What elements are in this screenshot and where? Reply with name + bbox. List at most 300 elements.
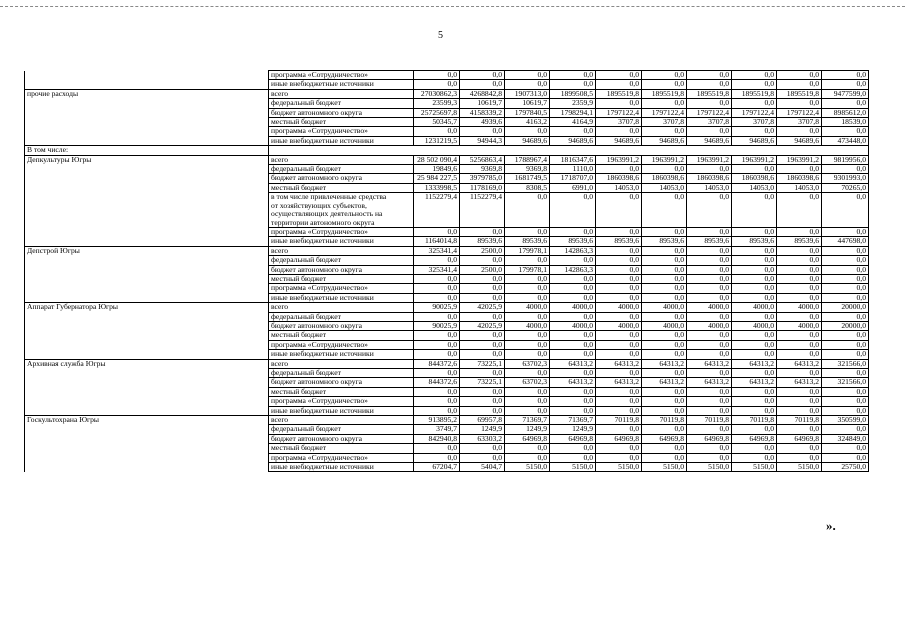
value-cell: 0,0 <box>822 331 869 340</box>
value-cell: 94689,6 <box>777 136 822 145</box>
value-cell: 1110,0 <box>550 165 596 174</box>
table-row <box>25 416 869 425</box>
funding-source-cell: программа «Сотрудничество» <box>269 397 414 406</box>
value-cell: 0,0 <box>732 193 777 228</box>
program-name-cell <box>25 434 269 443</box>
funding-source-cell: бюджет автономного округа <box>269 434 414 443</box>
value-cell: 1797122,4 <box>687 108 732 117</box>
value-cell: 0,0 <box>505 453 550 462</box>
value-cell: 25750,0 <box>822 463 869 472</box>
funding-source-cell: иные внебюджетные источники <box>269 80 414 89</box>
value-cell: 70265,0 <box>822 183 869 192</box>
table-row <box>25 340 869 349</box>
value-cell: 89539,6 <box>460 237 505 246</box>
value-cell: 0,0 <box>642 369 687 378</box>
value-cell: 4000,0 <box>777 303 822 312</box>
table-row <box>25 284 869 293</box>
table-row <box>25 397 869 406</box>
value-cell: 0,0 <box>550 127 596 136</box>
program-name-cell <box>25 99 269 108</box>
value-cell: 842940,8 <box>414 434 460 443</box>
value-cell: 64313,2 <box>596 378 642 387</box>
value-cell: 89539,6 <box>642 237 687 246</box>
value-cell: 0,0 <box>687 293 732 302</box>
value-cell: 0,0 <box>596 406 642 415</box>
value-cell: 0,0 <box>777 293 822 302</box>
value-cell: 89539,6 <box>550 237 596 246</box>
funding-source-cell: бюджет автономного округа <box>269 174 414 183</box>
value-cell: 63702,3 <box>505 378 550 387</box>
value-cell: 0,0 <box>550 340 596 349</box>
value-cell: 89539,6 <box>732 237 777 246</box>
value-cell: 0,0 <box>460 340 505 349</box>
value-cell: 1860398,6 <box>687 174 732 183</box>
funding-source-cell: федеральный бюджет <box>269 425 414 434</box>
value-cell: 0,0 <box>687 425 732 434</box>
value-cell: 4000,0 <box>550 303 596 312</box>
value-cell: 0,0 <box>777 227 822 236</box>
value-cell: 1963991,2 <box>687 155 732 164</box>
funding-source-cell: всего <box>269 246 414 255</box>
value-cell: 0,0 <box>414 350 460 359</box>
value-cell: 0,0 <box>777 274 822 283</box>
program-name-cell: Аппарат Губернатора Югры <box>25 303 269 312</box>
program-name-cell <box>25 453 269 462</box>
value-cell: 0,0 <box>642 406 687 415</box>
value-cell: 0,0 <box>822 284 869 293</box>
value-cell: 0,0 <box>732 165 777 174</box>
value-cell: 0,0 <box>777 80 822 89</box>
value-cell: 10619,7 <box>505 99 550 108</box>
value-cell: 0,0 <box>596 340 642 349</box>
value-cell: 0,0 <box>777 331 822 340</box>
funding-source-cell: иные внебюджетные источники <box>269 136 414 145</box>
value-cell: 1797122,4 <box>596 108 642 117</box>
funding-source-cell: программа «Сотрудничество» <box>269 227 414 236</box>
value-cell: 0,0 <box>414 274 460 283</box>
value-cell: 5404,7 <box>460 463 505 472</box>
value-cell: 0,0 <box>687 397 732 406</box>
value-cell: 0,0 <box>505 387 550 396</box>
program-name-cell <box>25 256 269 265</box>
value-cell: 27030862,3 <box>414 89 460 98</box>
value-cell: 0,0 <box>460 284 505 293</box>
value-cell: 3979785,0 <box>460 174 505 183</box>
table-row <box>25 118 869 127</box>
value-cell: 0,0 <box>505 127 550 136</box>
program-name-cell <box>25 387 269 396</box>
value-cell: 64313,2 <box>777 359 822 368</box>
table-row <box>25 227 869 236</box>
value-cell: 0,0 <box>642 193 687 228</box>
value-cell: 447698,0 <box>822 237 869 246</box>
value-cell: 9477599,0 <box>822 89 869 98</box>
value-cell: 0,0 <box>777 444 822 453</box>
value-cell: 321566,0 <box>822 359 869 368</box>
value-cell: 0,0 <box>732 331 777 340</box>
value-cell: 1895519,8 <box>777 89 822 98</box>
table-row <box>25 463 869 472</box>
value-cell: 0,0 <box>596 256 642 265</box>
value-cell: 3707,8 <box>777 118 822 127</box>
value-cell: 5150,0 <box>505 463 550 472</box>
note-line: осуществляющих деятельность на <box>271 209 383 219</box>
value-cell: 0,0 <box>642 246 687 255</box>
value-cell: 0,0 <box>777 425 822 434</box>
value-cell: 179978,1 <box>505 265 550 274</box>
program-name-cell <box>25 350 269 359</box>
value-cell: 0,0 <box>732 99 777 108</box>
value-cell: 0,0 <box>550 293 596 302</box>
value-cell: 64313,2 <box>642 378 687 387</box>
value-cell: 0,0 <box>642 80 687 89</box>
value-cell: 1895519,8 <box>596 89 642 98</box>
value-cell: 1788967,4 <box>505 155 550 164</box>
value-cell: 0,0 <box>414 227 460 236</box>
value-cell: 0,0 <box>414 387 460 396</box>
value-cell: 0,0 <box>596 312 642 321</box>
value-cell: 2500,0 <box>460 265 505 274</box>
value-cell: 5256863,4 <box>460 155 505 164</box>
table-row <box>25 256 869 265</box>
value-cell: 0,0 <box>777 340 822 349</box>
value-cell: 913895,2 <box>414 416 460 425</box>
value-cell: 1895519,8 <box>732 89 777 98</box>
value-cell: 0,0 <box>505 256 550 265</box>
funding-source-cell: иные внебюджетные источники <box>269 237 414 246</box>
value-cell: 0,0 <box>687 406 732 415</box>
value-cell: 42025,9 <box>460 321 505 330</box>
program-name-cell <box>25 227 269 236</box>
program-name-cell <box>25 80 269 89</box>
value-cell: 0,0 <box>505 406 550 415</box>
table-row <box>25 312 869 321</box>
table-row <box>25 350 869 359</box>
value-cell: 0,0 <box>732 284 777 293</box>
value-cell: 0,0 <box>822 369 869 378</box>
value-cell: 3749,7 <box>414 425 460 434</box>
value-cell: 42025,9 <box>460 303 505 312</box>
value-cell: 5150,0 <box>596 463 642 472</box>
value-cell: 0,0 <box>732 71 777 80</box>
value-cell: 1152279,4 <box>460 193 505 228</box>
value-cell: 1895519,8 <box>642 89 687 98</box>
value-cell: 0,0 <box>460 397 505 406</box>
value-cell: 64313,2 <box>732 378 777 387</box>
value-cell: 0,0 <box>596 350 642 359</box>
value-cell: 0,0 <box>596 284 642 293</box>
value-cell: 1860398,6 <box>732 174 777 183</box>
value-cell: 1899508,5 <box>550 89 596 98</box>
value-cell: 0,0 <box>550 387 596 396</box>
value-cell: 0,0 <box>460 350 505 359</box>
funding-source-cell: федеральный бюджет <box>269 165 414 174</box>
funding-source-cell: бюджет автономного округа <box>269 265 414 274</box>
value-cell: 89539,6 <box>777 237 822 246</box>
value-cell: 5150,0 <box>550 463 596 472</box>
value-cell: 0,0 <box>777 350 822 359</box>
value-cell: 64969,8 <box>687 434 732 443</box>
value-cell: 0,0 <box>777 369 822 378</box>
value-cell: 0,0 <box>460 274 505 283</box>
value-cell: 0,0 <box>550 444 596 453</box>
value-cell: 10619,7 <box>460 99 505 108</box>
value-cell: 0,0 <box>822 165 869 174</box>
value-cell: 0,0 <box>732 274 777 283</box>
table-row <box>25 174 869 183</box>
funding-source-cell: бюджет автономного округа <box>269 321 414 330</box>
value-cell: 70119,8 <box>777 416 822 425</box>
value-cell: 0,0 <box>414 80 460 89</box>
value-cell: 1797122,4 <box>777 108 822 117</box>
program-name-cell <box>25 127 269 136</box>
value-cell: 0,0 <box>822 425 869 434</box>
value-cell: 0,0 <box>550 331 596 340</box>
value-cell: 0,0 <box>505 274 550 283</box>
value-cell: 1816347,6 <box>550 155 596 164</box>
value-cell: 14053,0 <box>732 183 777 192</box>
value-cell: 0,0 <box>460 453 505 462</box>
value-cell: 94689,6 <box>550 136 596 145</box>
value-cell: 0,0 <box>642 387 687 396</box>
value-cell: 0,0 <box>687 127 732 136</box>
value-cell: 89539,6 <box>505 237 550 246</box>
value-cell: 0,0 <box>414 312 460 321</box>
funding-source-cell: программа «Сотрудничество» <box>269 284 414 293</box>
value-cell: 23599,3 <box>414 99 460 108</box>
value-cell: 0,0 <box>505 71 550 80</box>
value-cell: 0,0 <box>732 387 777 396</box>
value-cell: 0,0 <box>460 369 505 378</box>
value-cell: 0,0 <box>596 453 642 462</box>
value-cell: 0,0 <box>822 453 869 462</box>
value-cell: 0,0 <box>687 453 732 462</box>
value-cell: 0,0 <box>642 444 687 453</box>
value-cell: 0,0 <box>505 331 550 340</box>
value-cell: 0,0 <box>505 227 550 236</box>
value-cell: 0,0 <box>642 99 687 108</box>
value-cell: 0,0 <box>596 387 642 396</box>
value-cell: 0,0 <box>822 387 869 396</box>
value-cell: 94689,6 <box>505 136 550 145</box>
value-cell: 0,0 <box>550 71 596 80</box>
program-name-cell <box>25 108 269 117</box>
value-cell: 0,0 <box>822 71 869 80</box>
program-name-cell <box>25 284 269 293</box>
value-cell: 1333998,5 <box>414 183 460 192</box>
value-cell: 179978,1 <box>505 246 550 255</box>
value-cell: 0,0 <box>460 312 505 321</box>
value-cell: 1231219,5 <box>414 136 460 145</box>
value-cell: 1681749,5 <box>505 174 550 183</box>
value-cell: 0,0 <box>642 293 687 302</box>
value-cell: 0,0 <box>687 71 732 80</box>
value-cell: 0,0 <box>687 265 732 274</box>
table-row <box>25 155 869 164</box>
value-cell: 0,0 <box>822 293 869 302</box>
funding-source-cell: федеральный бюджет <box>269 312 414 321</box>
table-body <box>25 71 869 472</box>
note-line: от хозяйствующих субъектов, <box>271 200 367 210</box>
value-cell: 73225,1 <box>460 378 505 387</box>
table-row <box>25 369 869 378</box>
table-row <box>25 80 869 89</box>
table-row <box>25 136 869 145</box>
value-cell: 4000,0 <box>642 321 687 330</box>
value-cell: 69957,8 <box>460 416 505 425</box>
value-cell: 0,0 <box>596 293 642 302</box>
value-cell: 28 502 090,4 <box>414 155 460 164</box>
funding-source-cell: иные внебюджетные источники <box>269 463 414 472</box>
value-cell: 321566,0 <box>822 378 869 387</box>
value-cell: 0,0 <box>777 165 822 174</box>
value-cell: 4000,0 <box>687 321 732 330</box>
value-cell: 0,0 <box>687 274 732 283</box>
funding-source-cell: программа «Сотрудничество» <box>269 71 414 80</box>
value-cell: 1249,9 <box>505 425 550 434</box>
funding-source-cell: местный бюджет <box>269 183 414 192</box>
value-cell: 0,0 <box>777 312 822 321</box>
value-cell: 50345,7 <box>414 118 460 127</box>
value-cell: 14053,0 <box>777 183 822 192</box>
table-row <box>25 453 869 462</box>
value-cell: 0,0 <box>777 284 822 293</box>
table-row <box>25 434 869 443</box>
value-cell: 325341,4 <box>414 265 460 274</box>
value-cell: 0,0 <box>550 350 596 359</box>
program-name-cell: Депкультуры Югры <box>25 155 269 164</box>
value-cell: 1164014,8 <box>414 237 460 246</box>
value-cell: 0,0 <box>596 265 642 274</box>
value-cell: 324849,0 <box>822 434 869 443</box>
program-name-cell: прочие расходы <box>25 89 269 98</box>
value-cell: 0,0 <box>596 80 642 89</box>
value-cell: 0,0 <box>687 331 732 340</box>
value-cell: 0,0 <box>777 127 822 136</box>
value-cell: 64969,8 <box>642 434 687 443</box>
value-cell: 0,0 <box>777 193 822 228</box>
program-name-cell <box>25 265 269 274</box>
value-cell: 0,0 <box>414 331 460 340</box>
table-row <box>25 127 869 136</box>
value-cell: 4164,9 <box>550 118 596 127</box>
value-cell: 0,0 <box>550 284 596 293</box>
value-cell: 1152279,4 <box>414 193 460 228</box>
value-cell: 0,0 <box>550 227 596 236</box>
value-cell: 0,0 <box>414 71 460 80</box>
value-cell: 4268842,8 <box>460 89 505 98</box>
value-cell: 64313,2 <box>687 359 732 368</box>
value-cell: 5150,0 <box>642 463 687 472</box>
value-cell: 0,0 <box>732 227 777 236</box>
value-cell: 0,0 <box>596 331 642 340</box>
value-cell: 3707,8 <box>642 118 687 127</box>
table-row <box>25 303 869 312</box>
value-cell: 0,0 <box>732 406 777 415</box>
value-cell: 0,0 <box>505 80 550 89</box>
value-cell: 0,0 <box>822 340 869 349</box>
value-cell: 0,0 <box>642 312 687 321</box>
value-cell: 9819956,0 <box>822 155 869 164</box>
value-cell: 70119,8 <box>642 416 687 425</box>
value-cell: 0,0 <box>777 256 822 265</box>
value-cell: 18539,0 <box>822 118 869 127</box>
value-cell: 0,0 <box>732 127 777 136</box>
funding-source-cell: иные внебюджетные источники <box>269 293 414 302</box>
funding-source-cell: программа «Сотрудничество» <box>269 453 414 462</box>
value-cell: 0,0 <box>505 340 550 349</box>
table-row <box>25 444 869 453</box>
value-cell: 2500,0 <box>460 246 505 255</box>
value-cell: 0,0 <box>414 397 460 406</box>
value-cell: 25725697,8 <box>414 108 460 117</box>
value-cell: 0,0 <box>822 406 869 415</box>
value-cell: 0,0 <box>596 444 642 453</box>
value-cell: 25 984 227,5 <box>414 174 460 183</box>
value-cell: 89539,6 <box>596 237 642 246</box>
value-cell: 0,0 <box>822 99 869 108</box>
value-cell: 0,0 <box>687 369 732 378</box>
value-cell: 70119,8 <box>596 416 642 425</box>
value-cell: 0,0 <box>505 369 550 378</box>
value-cell: 0,0 <box>732 453 777 462</box>
value-cell: 0,0 <box>414 340 460 349</box>
value-cell: 0,0 <box>642 284 687 293</box>
value-cell: 0,0 <box>642 331 687 340</box>
value-cell: 94944,3 <box>460 136 505 145</box>
value-cell: 844372,6 <box>414 378 460 387</box>
value-cell: 142863,3 <box>550 265 596 274</box>
value-cell: 14053,0 <box>596 183 642 192</box>
value-cell: 0,0 <box>687 165 732 174</box>
funding-source-cell: программа «Сотрудничество» <box>269 340 414 349</box>
value-cell: 1963991,2 <box>642 155 687 164</box>
value-cell: 1860398,6 <box>596 174 642 183</box>
program-name-cell <box>25 397 269 406</box>
value-cell: 1178169,0 <box>460 183 505 192</box>
value-cell: 0,0 <box>777 71 822 80</box>
value-cell: 4000,0 <box>687 303 732 312</box>
value-cell: 8308,5 <box>505 183 550 192</box>
budget-table <box>24 70 869 472</box>
value-cell: 73225,1 <box>460 359 505 368</box>
program-name-cell <box>25 293 269 302</box>
program-name-cell <box>25 237 269 246</box>
program-name-cell <box>25 193 269 228</box>
value-cell: 0,0 <box>642 265 687 274</box>
value-cell: 64313,2 <box>777 378 822 387</box>
value-cell: 64969,8 <box>777 434 822 443</box>
value-cell: 1860398,6 <box>642 174 687 183</box>
value-cell: 0,0 <box>414 127 460 136</box>
table-row <box>25 265 869 274</box>
value-cell: 0,0 <box>642 397 687 406</box>
value-cell: 70119,8 <box>732 416 777 425</box>
value-cell: 20000,0 <box>822 303 869 312</box>
funding-source-cell: местный бюджет <box>269 274 414 283</box>
value-cell: 0,0 <box>822 274 869 283</box>
value-cell: 70119,8 <box>687 416 732 425</box>
value-cell: 0,0 <box>460 127 505 136</box>
funding-source-cell: местный бюджет <box>269 118 414 127</box>
table-row <box>25 274 869 283</box>
value-cell: 0,0 <box>460 227 505 236</box>
value-cell: 4000,0 <box>505 303 550 312</box>
funding-source-cell: иные внебюджетные источники <box>269 406 414 415</box>
value-cell: 0,0 <box>822 350 869 359</box>
value-cell: 5150,0 <box>777 463 822 472</box>
program-name-cell <box>25 165 269 174</box>
